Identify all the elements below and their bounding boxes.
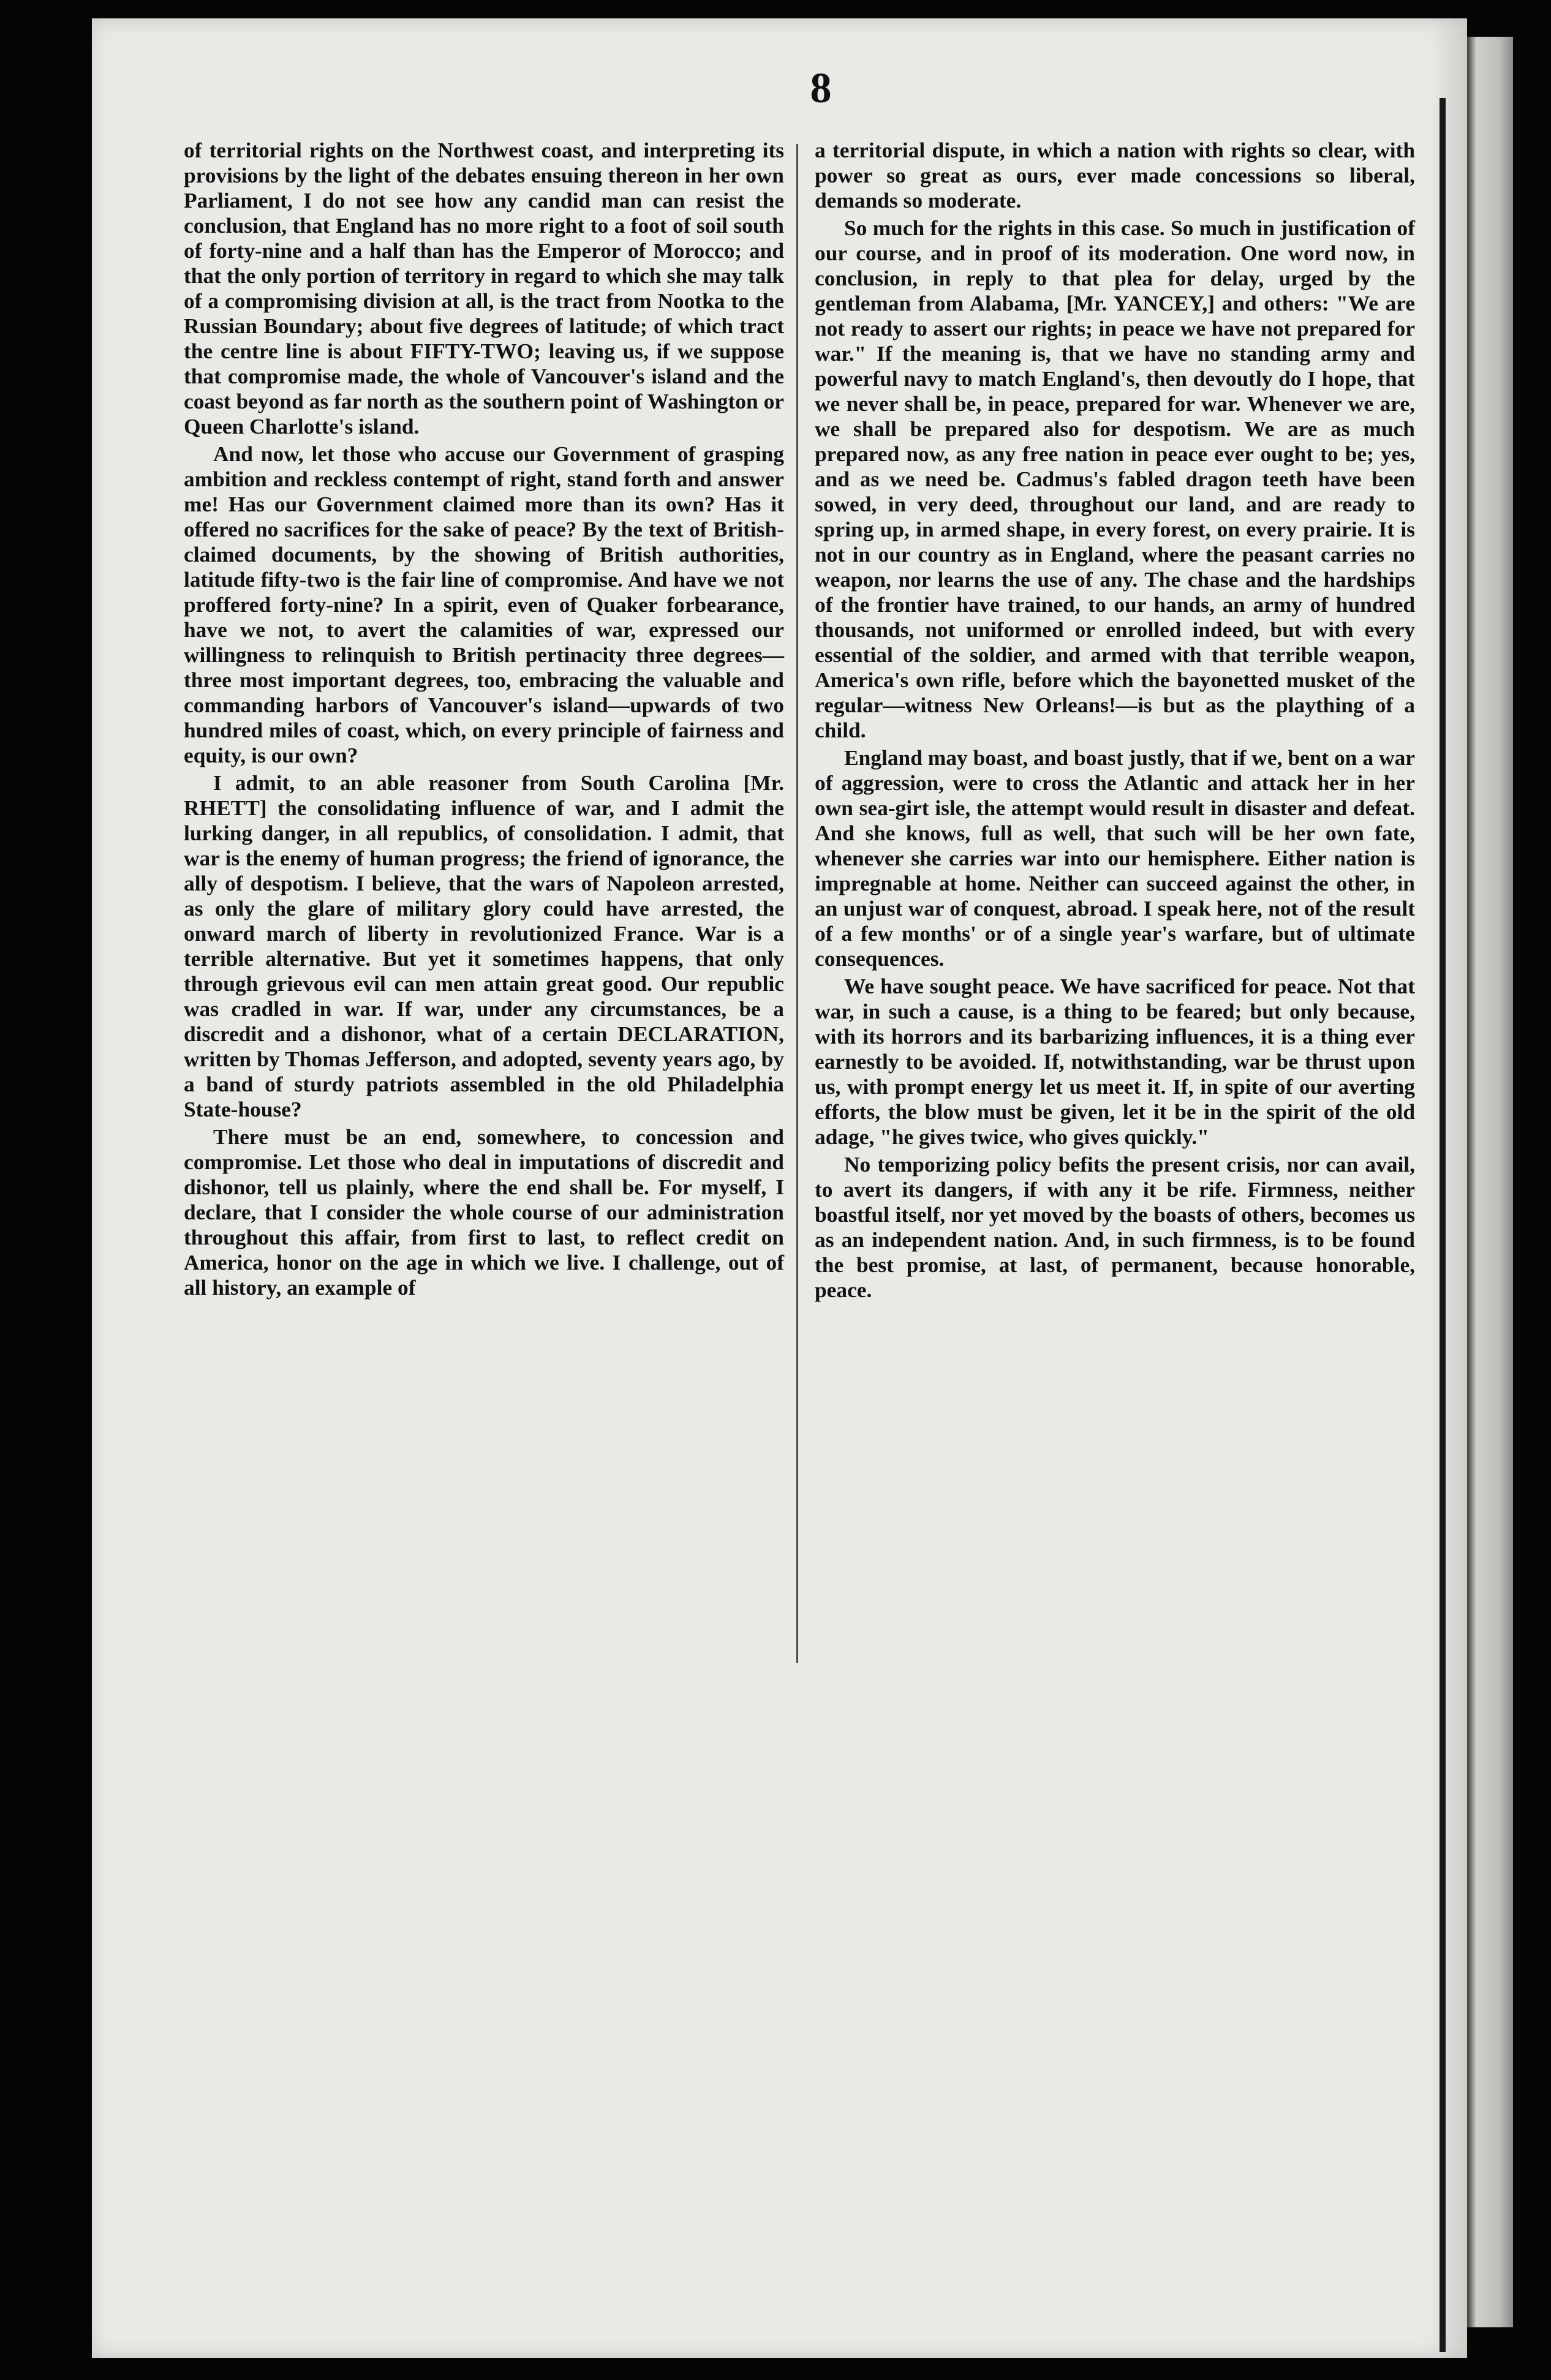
column-divider [796,144,798,1663]
paragraph: And now, let those who accuse our Government of grasping ambition and reckless contempt of right, stand forth and answer me! Has our Government claimed more than its own? Has it offered no sacrifices for the sake of peace? By the text of British-claimed documents, by the showing of British authorities, latitude fifty-two is the fair line of compromise. And have we not proffered forty-nine? In a spirit, even of Quaker forbearance, have we not, to avert the calamities of war, expressed our willingness to relinquish to British pertinacity three degrees—three most important degrees, too, embracing the valuable and commanding harbors of Vancouver's island—upwards of two hundred miles of coast, which, on every principle of fairness and equity, is our own? [184,442,784,767]
binding-rule [1440,98,1446,2352]
paragraph: No temporizing policy befits the present crisis, nor can avail, to avert its dangers, if with any it be rife. Firmness, neither boastful itself, nor yet moved by the boasts of others, becomes us as an independent nation. And, in such firmness, is to be found the best promise, at last, of permanent, because honorable, peace. [815,1152,1415,1302]
paragraph: So much for the rights in this case. So much in justification of our course, and in proof of its moderation. One word now, in conclusion, in reply to that plea for delay, urged by the gentleman from Alabama, [Mr. YANCEY,] and others: "We are not ready to assert our rights; in peace we have not prepared for war." If the meaning is, that we have no standing army and powerful navy to match England's, then devoutly do I hope, that we never shall be, in peace, prepared for war. Whenever we are, we shall be prepared also for despotism. We are as much prepared now, as any free nation in peace ever ought to be; yes, and as we need be. Cadmus's fabled dragon teeth have been sowed, in very deed, throughout our land, and are ready to spring up, in armed shape, in every forest, on every prairie. It is not in our country as in England, where the peasant carries no weapon, nor learns the use of any. The chase and the hardships of the frontier have trained, to our hands, an army of hundred thousands, not uniformed or enrolled indeed, but with every essential of the soldier, and armed with that terrible weapon, America's own rifle, before which the bayonetted musket of the regular—witness New Orleans!—is but as the plaything of a child. [815,216,1415,742]
page-edge [1467,37,1513,2327]
paragraph: of territorial rights on the Northwest coast, and interpreting its provisions by the light of the debates ensuing thereon in her own Parliament, I do not see how any candid man can resist the conclusion, that England has no more right to a foot of soil south of forty-nine and a half than has the Emperor of Morocco; and that the only portion of territory in regard to which she may talk of a compromising division at all, is the tract from Nootka to the Russian Boundary; about five degrees of latitude; of which tract the centre line is about FIFTY-TWO; leaving us, if we suppose that compromise made, the whole of Vancouver's island and the coast beyond as far north as the southern point of Washington or Queen Charlotte's island. [184,138,784,439]
paragraph: England may boast, and boast justly, that if we, bent on a war of aggression, were to cross the Atlantic and attack her in her own sea-girt isle, the attempt would result in disaster and defeat. And she knows, full as well, that such will be her own fate, whenever she carries war into our hemisphere. Either nation is impregnable at home. Neither can succeed against the other, in an unjust war of conquest, abroad. I speak here, not of the result of a few months' or of a single year's warfare, but of ultimate consequences. [815,745,1415,971]
paragraph: a territorial dispute, in which a nation with rights so clear, with power so great as ours, ever made concessions so liberal, demands so moderate. [815,138,1415,213]
right-column [815,138,1415,1305]
paragraph: We have sought peace. We have sacrificed for peace. Not that war, in such a cause, is a thing to be feared; but only because, with its horrors and its barbarizing influences, it is a thing ever earnestly to be avoided. If, notwithstanding, war be thrust upon us, with prompt energy let us meet it. If, in spite of our averting efforts, the blow must be given, let it be in the spirit of the old adage, "he gives twice, who gives quickly." [815,974,1415,1149]
paragraph: There must be an end, somewhere, to concession and compromise. Let those who deal in imputations of discredit and dishonor, tell us plainly, where the end shall be. For myself, I declare, that I consider the whole course of our administration throughout this affair, from first to last, to reflect credit on America, honor on the age in which we live. I challenge, out of all history, an example of [184,1124,784,1300]
left-column [184,138,784,1303]
page-number: 8 [810,65,832,112]
paragraph: I admit, to an able reasoner from South Carolina [Mr. RHETT] the consolidating influence of war, and I admit the lurking danger, in all republics, of consolidation. I admit, that war is the enemy of human progress; the friend of ignorance, the ally of despotism. I believe, that the wars of Napoleon arrested, as only the glare of military glory could have arrested, the onward march of liberty in revolutionized France. War is a terrible alternative. But yet it sometimes happens, that only through grievous evil can men attain great good. Our republic was cradled in war. If war, under any circumstances, be a discredit and a dishonor, what of a certain DECLARATION, written by Thomas Jefferson, and adopted, seventy years ago, by a band of sturdy patriots assembled in the old Philadelphia State-house? [184,770,784,1121]
